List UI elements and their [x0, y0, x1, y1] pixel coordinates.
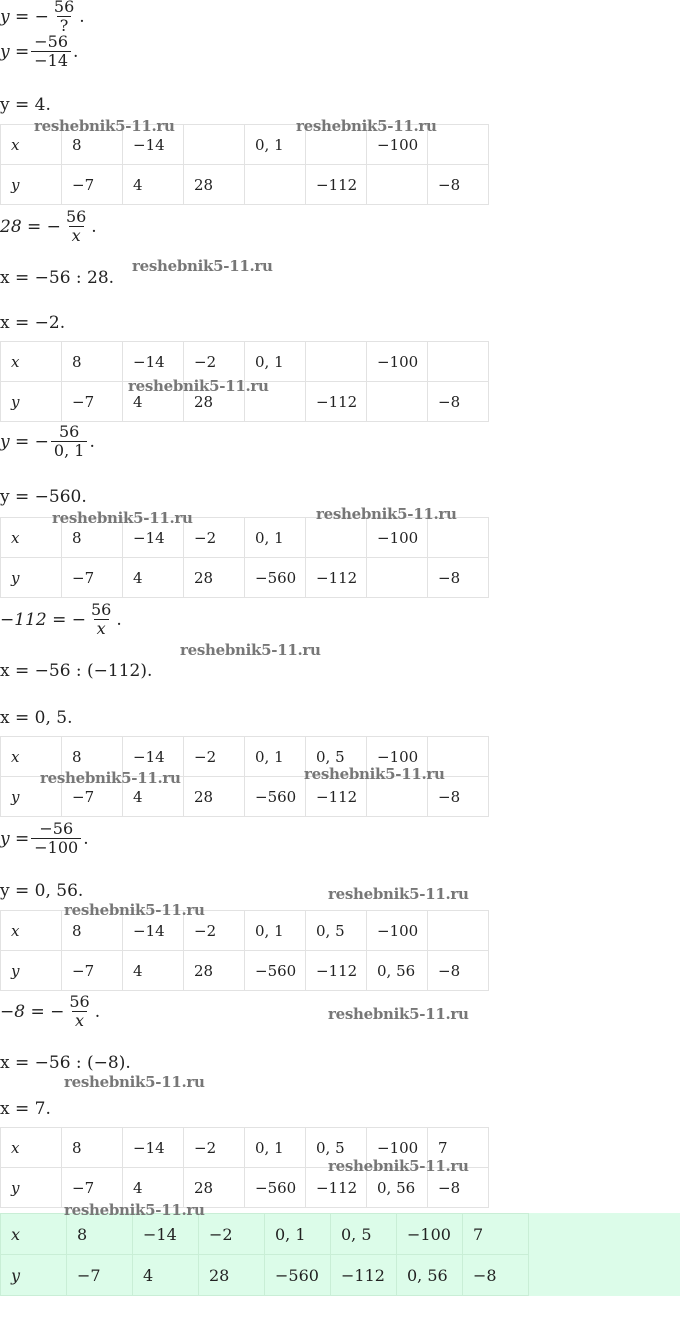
- table-cell: −100: [367, 125, 428, 165]
- table-cell: 0, 1: [265, 1214, 331, 1255]
- table-cell: x: [1, 342, 62, 382]
- table-row: [1, 342, 489, 382]
- table-cell: 28: [184, 951, 245, 991]
- table-row: [1, 558, 489, 598]
- table-cell: −112: [306, 558, 367, 598]
- watermark-text: reshebnik5-11.ru: [328, 1157, 469, 1175]
- table-cell: −14: [123, 911, 184, 951]
- fraction: [63, 208, 89, 245]
- watermark-text: reshebnik5-11.ru: [128, 377, 269, 395]
- punctuation: .: [89, 431, 95, 452]
- equation-text: y =: [0, 828, 30, 849]
- punctuation: .: [94, 1001, 101, 1022]
- table-cell: x: [1, 1214, 67, 1255]
- table-cell: −560: [245, 558, 306, 598]
- table-cell: y: [1, 165, 62, 205]
- equation-line: y = −560.: [0, 487, 87, 507]
- table-cell: [367, 382, 428, 422]
- denominator: −14: [31, 51, 71, 70]
- table-cell: 0, 1: [245, 737, 306, 777]
- equation-text: y = −: [0, 431, 49, 452]
- watermark-text: reshebnik5-11.ru: [132, 257, 273, 275]
- table-cell: −2: [184, 1128, 245, 1168]
- equation-text: y =: [0, 41, 30, 62]
- table-cell: 28: [184, 382, 245, 422]
- table-cell: 0, 5: [306, 737, 367, 777]
- equation-line: [0, 820, 89, 857]
- fraction: [31, 820, 81, 857]
- punctuation: .: [73, 41, 79, 62]
- table-cell: −560: [265, 1255, 331, 1296]
- equation-line: y = 4.: [0, 95, 51, 115]
- fraction: [66, 993, 92, 1030]
- watermark-text: reshebnik5-11.ru: [180, 641, 321, 659]
- punctuation: .: [116, 609, 122, 630]
- table-cell: 4: [123, 558, 184, 598]
- denominator: x: [69, 226, 84, 245]
- table-row: [1, 165, 489, 205]
- table-cell: −2: [184, 342, 245, 382]
- equation-text: y = −: [0, 6, 49, 27]
- table-row: [1, 1255, 680, 1296]
- table-cell: −8: [428, 558, 489, 598]
- table-cell: −8: [428, 777, 489, 817]
- watermark-text: reshebnik5-11.ru: [328, 1005, 469, 1023]
- table-row: [1, 951, 489, 991]
- table-cell: 0, 1: [245, 518, 306, 558]
- table-cell: 4: [123, 777, 184, 817]
- table-cell: −14: [123, 342, 184, 382]
- table-cell: y: [1, 558, 62, 598]
- table-cell: −2: [184, 737, 245, 777]
- table-cell: 8: [62, 737, 123, 777]
- table-cell: [245, 165, 306, 205]
- fraction: [51, 423, 88, 460]
- table-cell: x: [1, 1128, 62, 1168]
- table-cell: −100: [367, 518, 428, 558]
- table-cell: 7: [463, 1214, 529, 1255]
- equation-line: [0, 423, 95, 460]
- table-cell: −2: [184, 518, 245, 558]
- equation-line: x = −56 : (−8).: [0, 1053, 131, 1073]
- denominator: x: [94, 619, 109, 638]
- table-cell: −7: [62, 558, 123, 598]
- numerator: −56: [34, 32, 69, 51]
- table-cell: x: [1, 125, 62, 165]
- table-cell: [367, 558, 428, 598]
- numerator: 56: [58, 422, 80, 441]
- table-cell: −112: [306, 165, 367, 205]
- watermark-text: reshebnik5-11.ru: [64, 1201, 205, 1219]
- table-cell: 0, 1: [245, 342, 306, 382]
- table-cell: 0, 56: [367, 1168, 428, 1208]
- equation-line: x = 7.: [0, 1099, 51, 1119]
- equation-line: [0, 33, 78, 70]
- watermark-text: reshebnik5-11.ru: [40, 769, 181, 787]
- table-cell: −7: [62, 777, 123, 817]
- table-cell: −112: [331, 1255, 397, 1296]
- table-cell: [428, 911, 489, 951]
- table-cell: y: [1, 1255, 67, 1296]
- table-cell: 0, 56: [397, 1255, 463, 1296]
- numerator: −56: [39, 819, 74, 838]
- table-cell: 0, 1: [245, 911, 306, 951]
- table-cell: y: [1, 777, 62, 817]
- equation-line: [0, 0, 85, 35]
- table-cell: −8: [463, 1255, 529, 1296]
- watermark-text: reshebnik5-11.ru: [64, 1073, 205, 1091]
- table-cell: 8: [62, 1128, 123, 1168]
- numerator: 56: [69, 992, 90, 1011]
- table-cell: y: [1, 1168, 62, 1208]
- table-cell: [428, 518, 489, 558]
- values-table: [0, 124, 489, 205]
- table-cell: −8: [428, 165, 489, 205]
- table-cell: −7: [67, 1255, 133, 1296]
- table-cell: y: [1, 951, 62, 991]
- table-cell: [306, 342, 367, 382]
- table-cell: −112: [306, 382, 367, 422]
- table-cell: 0, 56: [367, 951, 428, 991]
- table-cell: 4: [123, 1168, 184, 1208]
- table-cell: x: [1, 518, 62, 558]
- table-cell: [529, 1255, 680, 1296]
- table-cell: −112: [306, 1168, 367, 1208]
- table-cell: 0, 1: [245, 1128, 306, 1168]
- watermark-text: reshebnik5-11.ru: [328, 885, 469, 903]
- table-cell: −100: [367, 737, 428, 777]
- table-cell: [428, 342, 489, 382]
- table-cell: −7: [62, 165, 123, 205]
- table-cell: −2: [184, 911, 245, 951]
- denominator: −100: [31, 838, 81, 857]
- punctuation: .: [91, 216, 97, 237]
- table-cell: −8: [428, 951, 489, 991]
- table-cell: 7: [428, 1128, 489, 1168]
- table-cell: −560: [245, 951, 306, 991]
- equation-line: x = −2.: [0, 313, 66, 333]
- table-cell: x: [1, 737, 62, 777]
- table-cell: 4: [123, 382, 184, 422]
- equation-text: −8 = −: [0, 1001, 65, 1022]
- table-cell: −14: [133, 1214, 199, 1255]
- table-cell: −112: [306, 951, 367, 991]
- numerator: 56: [53, 0, 75, 16]
- table-cell: −7: [62, 382, 123, 422]
- table-cell: 28: [184, 1168, 245, 1208]
- table-row: [1, 1214, 680, 1255]
- final-values-table: [0, 1213, 680, 1296]
- table-cell: 28: [184, 165, 245, 205]
- table-cell: −100: [367, 342, 428, 382]
- watermark-text: reshebnik5-11.ru: [52, 509, 193, 527]
- table-cell: −14: [123, 518, 184, 558]
- punctuation: .: [79, 6, 85, 27]
- table-cell: −14: [123, 125, 184, 165]
- equation-text: −112 = −: [0, 609, 86, 630]
- denominator: x: [72, 1011, 87, 1030]
- table-cell: 28: [184, 558, 245, 598]
- watermark-text: reshebnik5-11.ru: [304, 765, 445, 783]
- fraction: [51, 0, 77, 35]
- table-cell: −14: [123, 1128, 184, 1168]
- equation-line: x = 0, 5.: [0, 708, 73, 728]
- table-cell: 8: [62, 342, 123, 382]
- table-cell: 0, 5: [331, 1214, 397, 1255]
- watermark-text: reshebnik5-11.ru: [64, 901, 205, 919]
- fraction: [88, 601, 114, 638]
- table-cell: [306, 518, 367, 558]
- equation-line: y = 0, 56.: [0, 881, 84, 901]
- table-cell: −100: [367, 911, 428, 951]
- equation-text: 28 = −: [0, 216, 61, 237]
- table-cell: −560: [245, 777, 306, 817]
- table-cell: [367, 165, 428, 205]
- table-cell: 0, 1: [245, 125, 306, 165]
- fraction: [31, 33, 71, 70]
- table-cell: 8: [62, 125, 123, 165]
- table-cell: −14: [123, 737, 184, 777]
- table-cell: −560: [245, 1168, 306, 1208]
- equation-line: [0, 993, 100, 1030]
- watermark-text: reshebnik5-11.ru: [296, 117, 437, 135]
- table-cell: −2: [199, 1214, 265, 1255]
- table-cell: −112: [306, 777, 367, 817]
- table-cell: −7: [62, 951, 123, 991]
- numerator: 56: [65, 207, 87, 226]
- table-cell: −8: [428, 382, 489, 422]
- table-cell: [184, 125, 245, 165]
- values-table: [0, 910, 489, 991]
- values-table: [0, 517, 489, 598]
- table-cell: 8: [62, 911, 123, 951]
- table-cell: [529, 1214, 680, 1255]
- table-cell: 8: [62, 518, 123, 558]
- table-cell: 8: [67, 1214, 133, 1255]
- table-cell: 28: [184, 777, 245, 817]
- table-cell: 28: [199, 1255, 265, 1296]
- numerator: 56: [91, 600, 112, 619]
- equation-line: x = −56 : (−112).: [0, 661, 153, 681]
- table-cell: 0, 5: [306, 911, 367, 951]
- table-cell: −100: [397, 1214, 463, 1255]
- table-cell: 4: [123, 951, 184, 991]
- watermark-text: reshebnik5-11.ru: [316, 505, 457, 523]
- table-cell: x: [1, 911, 62, 951]
- equation-line: [0, 208, 97, 245]
- watermark-text: reshebnik5-11.ru: [34, 117, 175, 135]
- table-cell: y: [1, 382, 62, 422]
- table-cell: −8: [428, 1168, 489, 1208]
- equation-line: [0, 601, 122, 638]
- table-cell: −100: [367, 1128, 428, 1168]
- table-cell: −7: [62, 1168, 123, 1208]
- punctuation: .: [83, 828, 89, 849]
- equation-line: x = −56 : 28.: [0, 268, 115, 288]
- table-cell: 4: [123, 165, 184, 205]
- table-cell: 0, 5: [306, 1128, 367, 1168]
- denominator: 0, 1: [51, 441, 88, 460]
- table-cell: 4: [133, 1255, 199, 1296]
- denominator: ?: [57, 16, 72, 35]
